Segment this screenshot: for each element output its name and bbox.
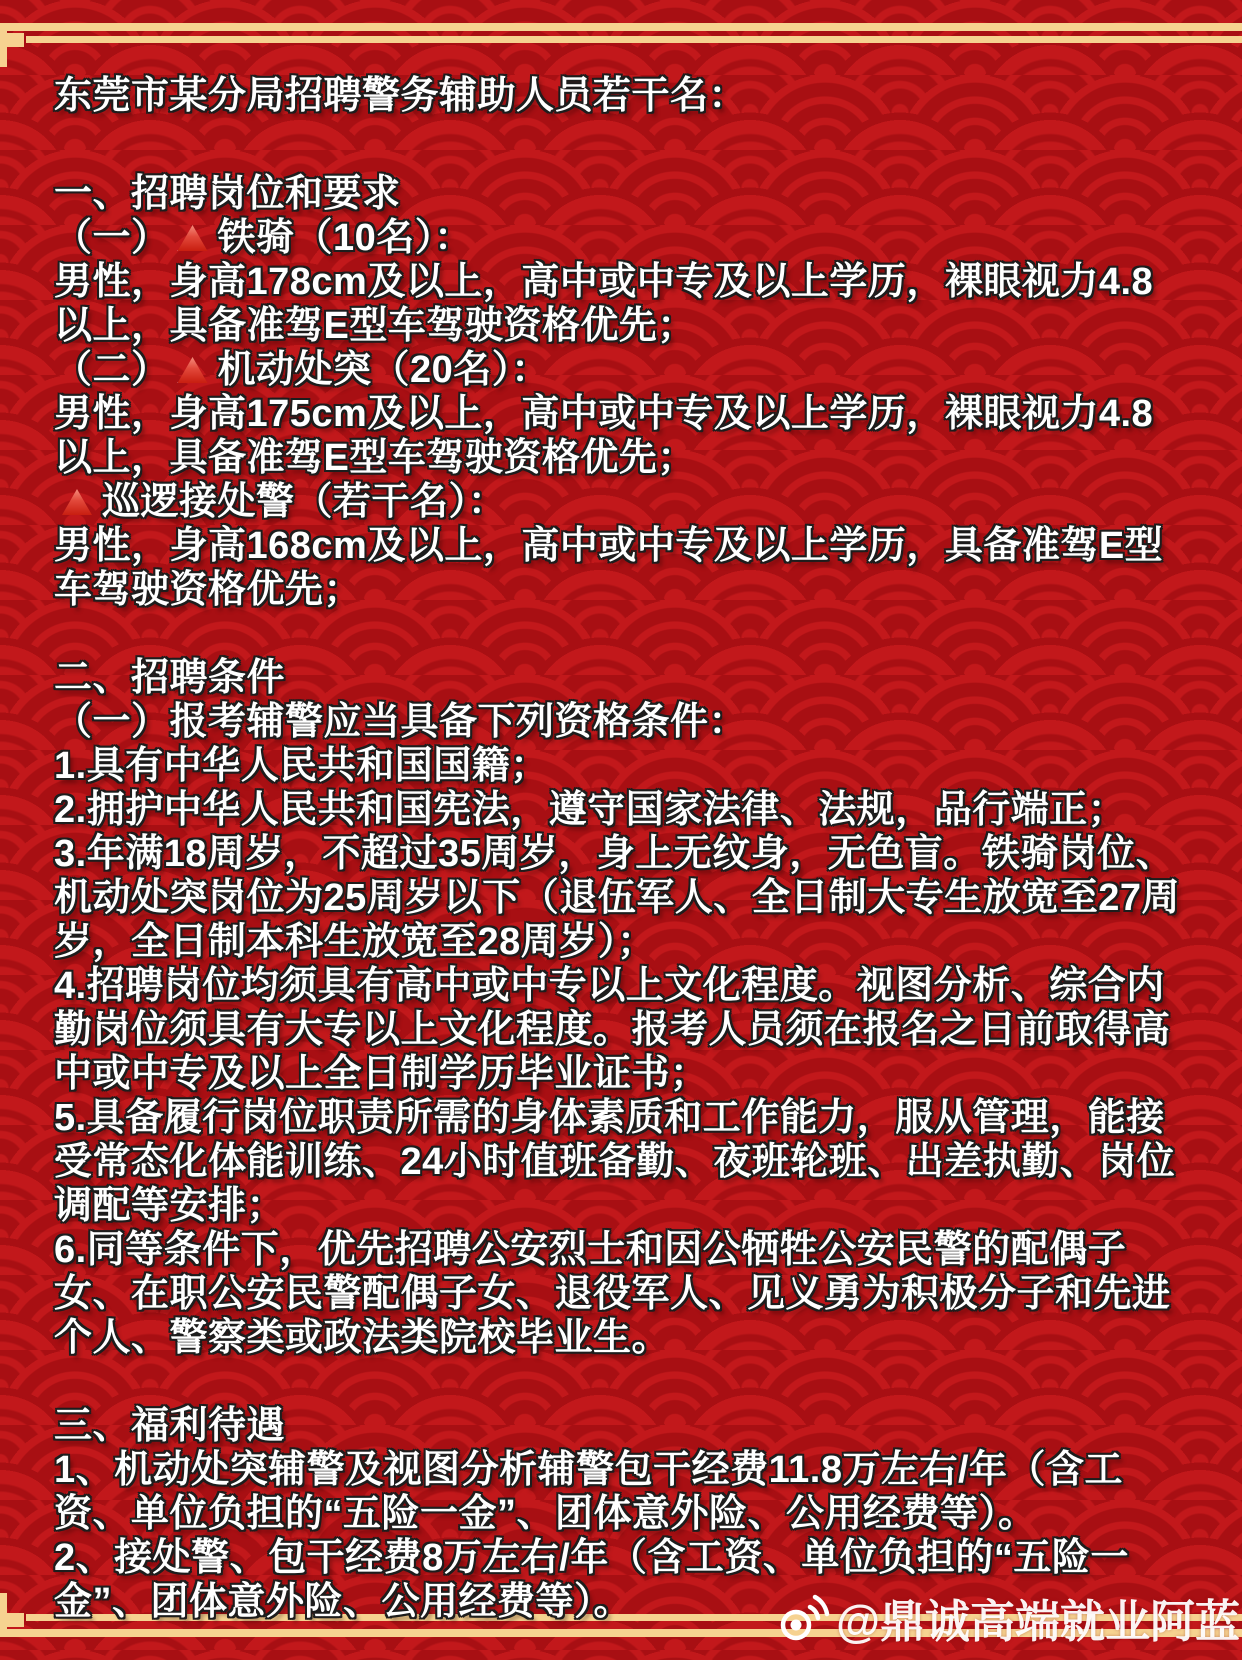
- top-border-line-outer: [6, 23, 1242, 31]
- section-conditions: [54, 656, 1182, 1360]
- top-border-line-inner: [26, 36, 1242, 43]
- section-benefits-heading: 三、福利待遇: [54, 1405, 286, 1447]
- job-heading-jidongchutu: [54, 348, 1182, 392]
- watermark: [776, 1585, 1240, 1650]
- top-border-corner-vertical: [0, 23, 7, 67]
- job-prefix: （二）: [54, 349, 170, 391]
- condition-item-2: 2.拥护中华人民共和国宪法，遵守国家法律、法规，品行端正；: [54, 789, 1127, 831]
- job-requirement-jidongchutu: 男性，身高175cm及以上，高中或中专及以上学历，裸眼视力4.8以上，具备准驾E型车驾驶资格优先；: [54, 393, 1154, 479]
- condition-item-6: 6.同等条件下，优先招聘公安烈士和因公牺牲公安民警的配偶子女、在职公安民警配偶子女、退役军人、见义勇为积极分子和先进个人、警察类或政法类院校毕业生。: [54, 1229, 1171, 1359]
- benefit-item-1: 1、机动处突辅警及视图分析辅警包干经费11.8万左右/年（含工资、单位负担的“五险一金”、团体意外险、公用经费等）。: [54, 1449, 1124, 1535]
- poster-title: 东莞市某分局招聘警务辅助人员若干名：: [54, 75, 748, 117]
- watermark-handle: @鼎诚高端就业阿蓝: [836, 1596, 1240, 1647]
- job-requirement-xunluo: 男性，身高168cm及以上，高中或中专及以上学历，具备准驾E型车驾驶资格优先；: [54, 525, 1164, 611]
- job-heading-xunluo: [54, 480, 1182, 524]
- benefit-item-2: 2、接处警、包干经费8万左右/年（含工资、单位负担的“五险一金”、团体意外险、公用经费等）。: [54, 1537, 1129, 1623]
- weibo-logo-icon: [776, 1591, 830, 1645]
- bottom-border-corner-knot: [5, 1613, 24, 1627]
- job-name: 铁骑（10名）：: [217, 217, 473, 259]
- condition-item-5: 5.具备履行岗位职责所需的身体素质和工作能力，服从管理，能接受常态化体能训练、24小时值班备勤、夜班轮班、出差执勤、岗位调配等安排；: [54, 1097, 1176, 1227]
- job-name: 巡逻接处警（若干名）：: [102, 481, 507, 523]
- red-triangle-icon: [62, 489, 92, 515]
- job-prefix: （一）: [54, 217, 170, 259]
- condition-item-4: 4.招聘岗位均须具有高中或中专以上文化程度。视图分析、综合内勤岗位须具有大专以上文化程度。报考人员须在报名之日前取得高中或中专及以上全日制学历毕业证书；: [54, 965, 1171, 1095]
- condition-item-1: 1.具有中华人民共和国国籍；: [54, 745, 549, 787]
- red-triangle-icon: [178, 357, 208, 383]
- section-conditions-subheading: （一）报考辅警应当具备下列资格条件：: [54, 701, 748, 743]
- section-positions: [54, 172, 1182, 612]
- bottom-border-corner-vertical: [0, 1593, 7, 1637]
- job-name: 机动处突（20名）：: [217, 349, 550, 391]
- poster-content: [54, 74, 1182, 1624]
- section-conditions-heading: 二、招聘条件: [54, 657, 286, 699]
- job-requirement-tieqi: 男性，身高178cm及以上，高中或中专及以上学历，裸眼视力4.8以上，具备准驾E型车驾驶资格优先；: [54, 261, 1154, 347]
- job-heading-tieqi: [54, 216, 1182, 260]
- top-border-corner-knot: [5, 33, 24, 47]
- condition-item-3: 3.年满18周岁，不超过35周岁，身上无纹身，无色盲。铁骑岗位、机动处突岗位为25周岁以下（退伍军人、全日制大专生放宽至27周岁，全日制本科生放宽至28周岁）；: [54, 833, 1181, 963]
- section-positions-heading: 一、招聘岗位和要求: [54, 173, 401, 215]
- red-triangle-icon: [178, 225, 208, 251]
